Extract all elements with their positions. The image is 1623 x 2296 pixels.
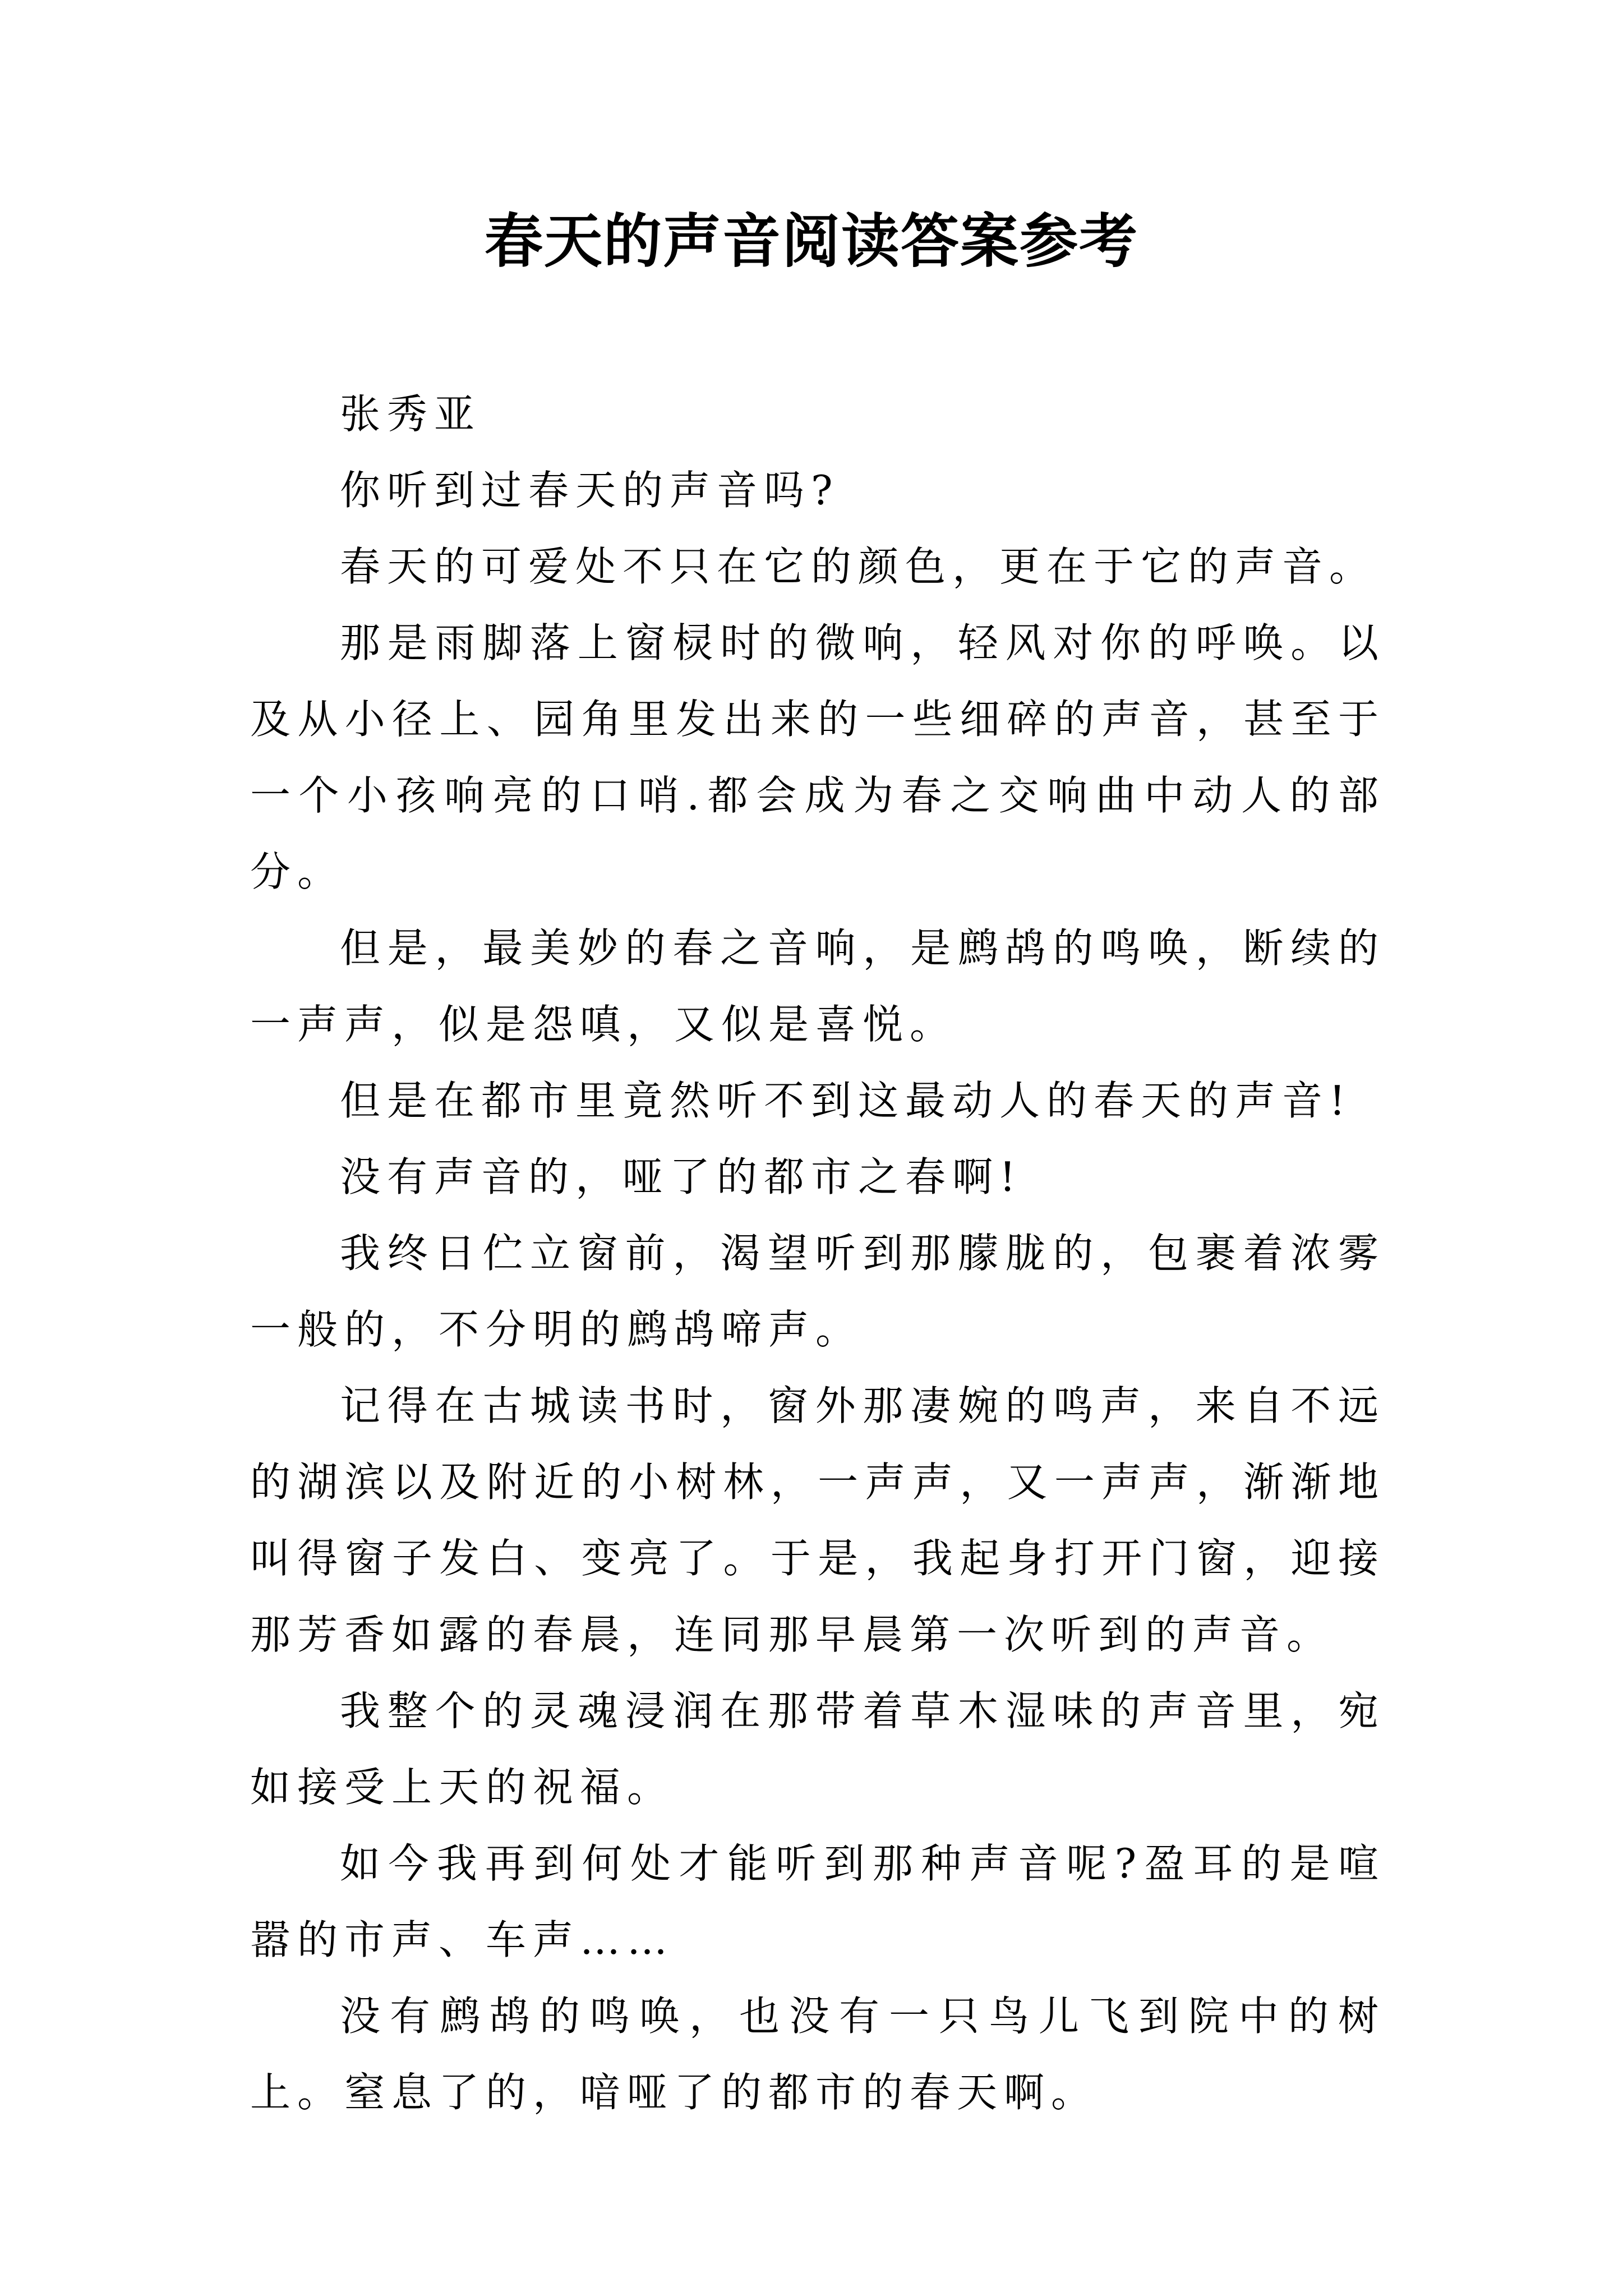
document-title: 春天的声音阅读答案参考 (484, 206, 1138, 275)
author-line: 张秀亚 (340, 390, 482, 438)
paragraph: 我整个的灵魂浸润在那带着草木湿味的声音里，宛如接受上天的祝福。 (250, 1687, 1385, 1811)
document-body (250, 376, 1385, 2131)
paragraph: 那是雨脚落上窗棂时的微响，轻风对你的呼唤。以及从小径上、园角里发出来的一些细碎的声音，甚至于一个小孩响亮的口哨.都会成为春之交响曲中动人的部分。 (250, 619, 1385, 895)
paragraph: 你听到过春天的声音吗? (340, 467, 840, 514)
paragraph: 但是，最美妙的春之音响，是鹧鸪的鸣唤，断续的一声声，似是怨嗔，又似是喜悦。 (250, 924, 1385, 1048)
paragraph: 我终日伫立窗前，渴望听到那朦胧的，包裹着浓雾一般的，不分明的鹧鸪啼声。 (250, 1230, 1385, 1353)
paragraph: 但是在都市里竟然听不到这最动人的春天的声音! (340, 1077, 1352, 1124)
paragraph: 如今我再到何处才能听到那种声音呢?盈耳的是喧嚣的市声、车声…… (250, 1840, 1385, 1963)
paragraph: 春天的可爱处不只在它的颜色，更在于它的声音。 (340, 543, 1377, 590)
paragraph: 没有声音的，哑了的都市之春啊! (340, 1153, 1022, 1200)
paragraph: 没有鹧鸪的鸣唤，也没有一只鸟儿飞到院中的树上。窒息了的，喑哑了的都市的春天啊。 (250, 1993, 1385, 2116)
paragraph: 记得在古城读书时，窗外那凄婉的鸣声，来自不远的湖滨以及附近的小树林，一声声，又一声声，渐渐地叫得窗子发白、变亮了。于是，我起身打开门窗，迎接那芳香如露的春晨，连同那早晨第一次听到的声音。 (250, 1382, 1385, 1658)
